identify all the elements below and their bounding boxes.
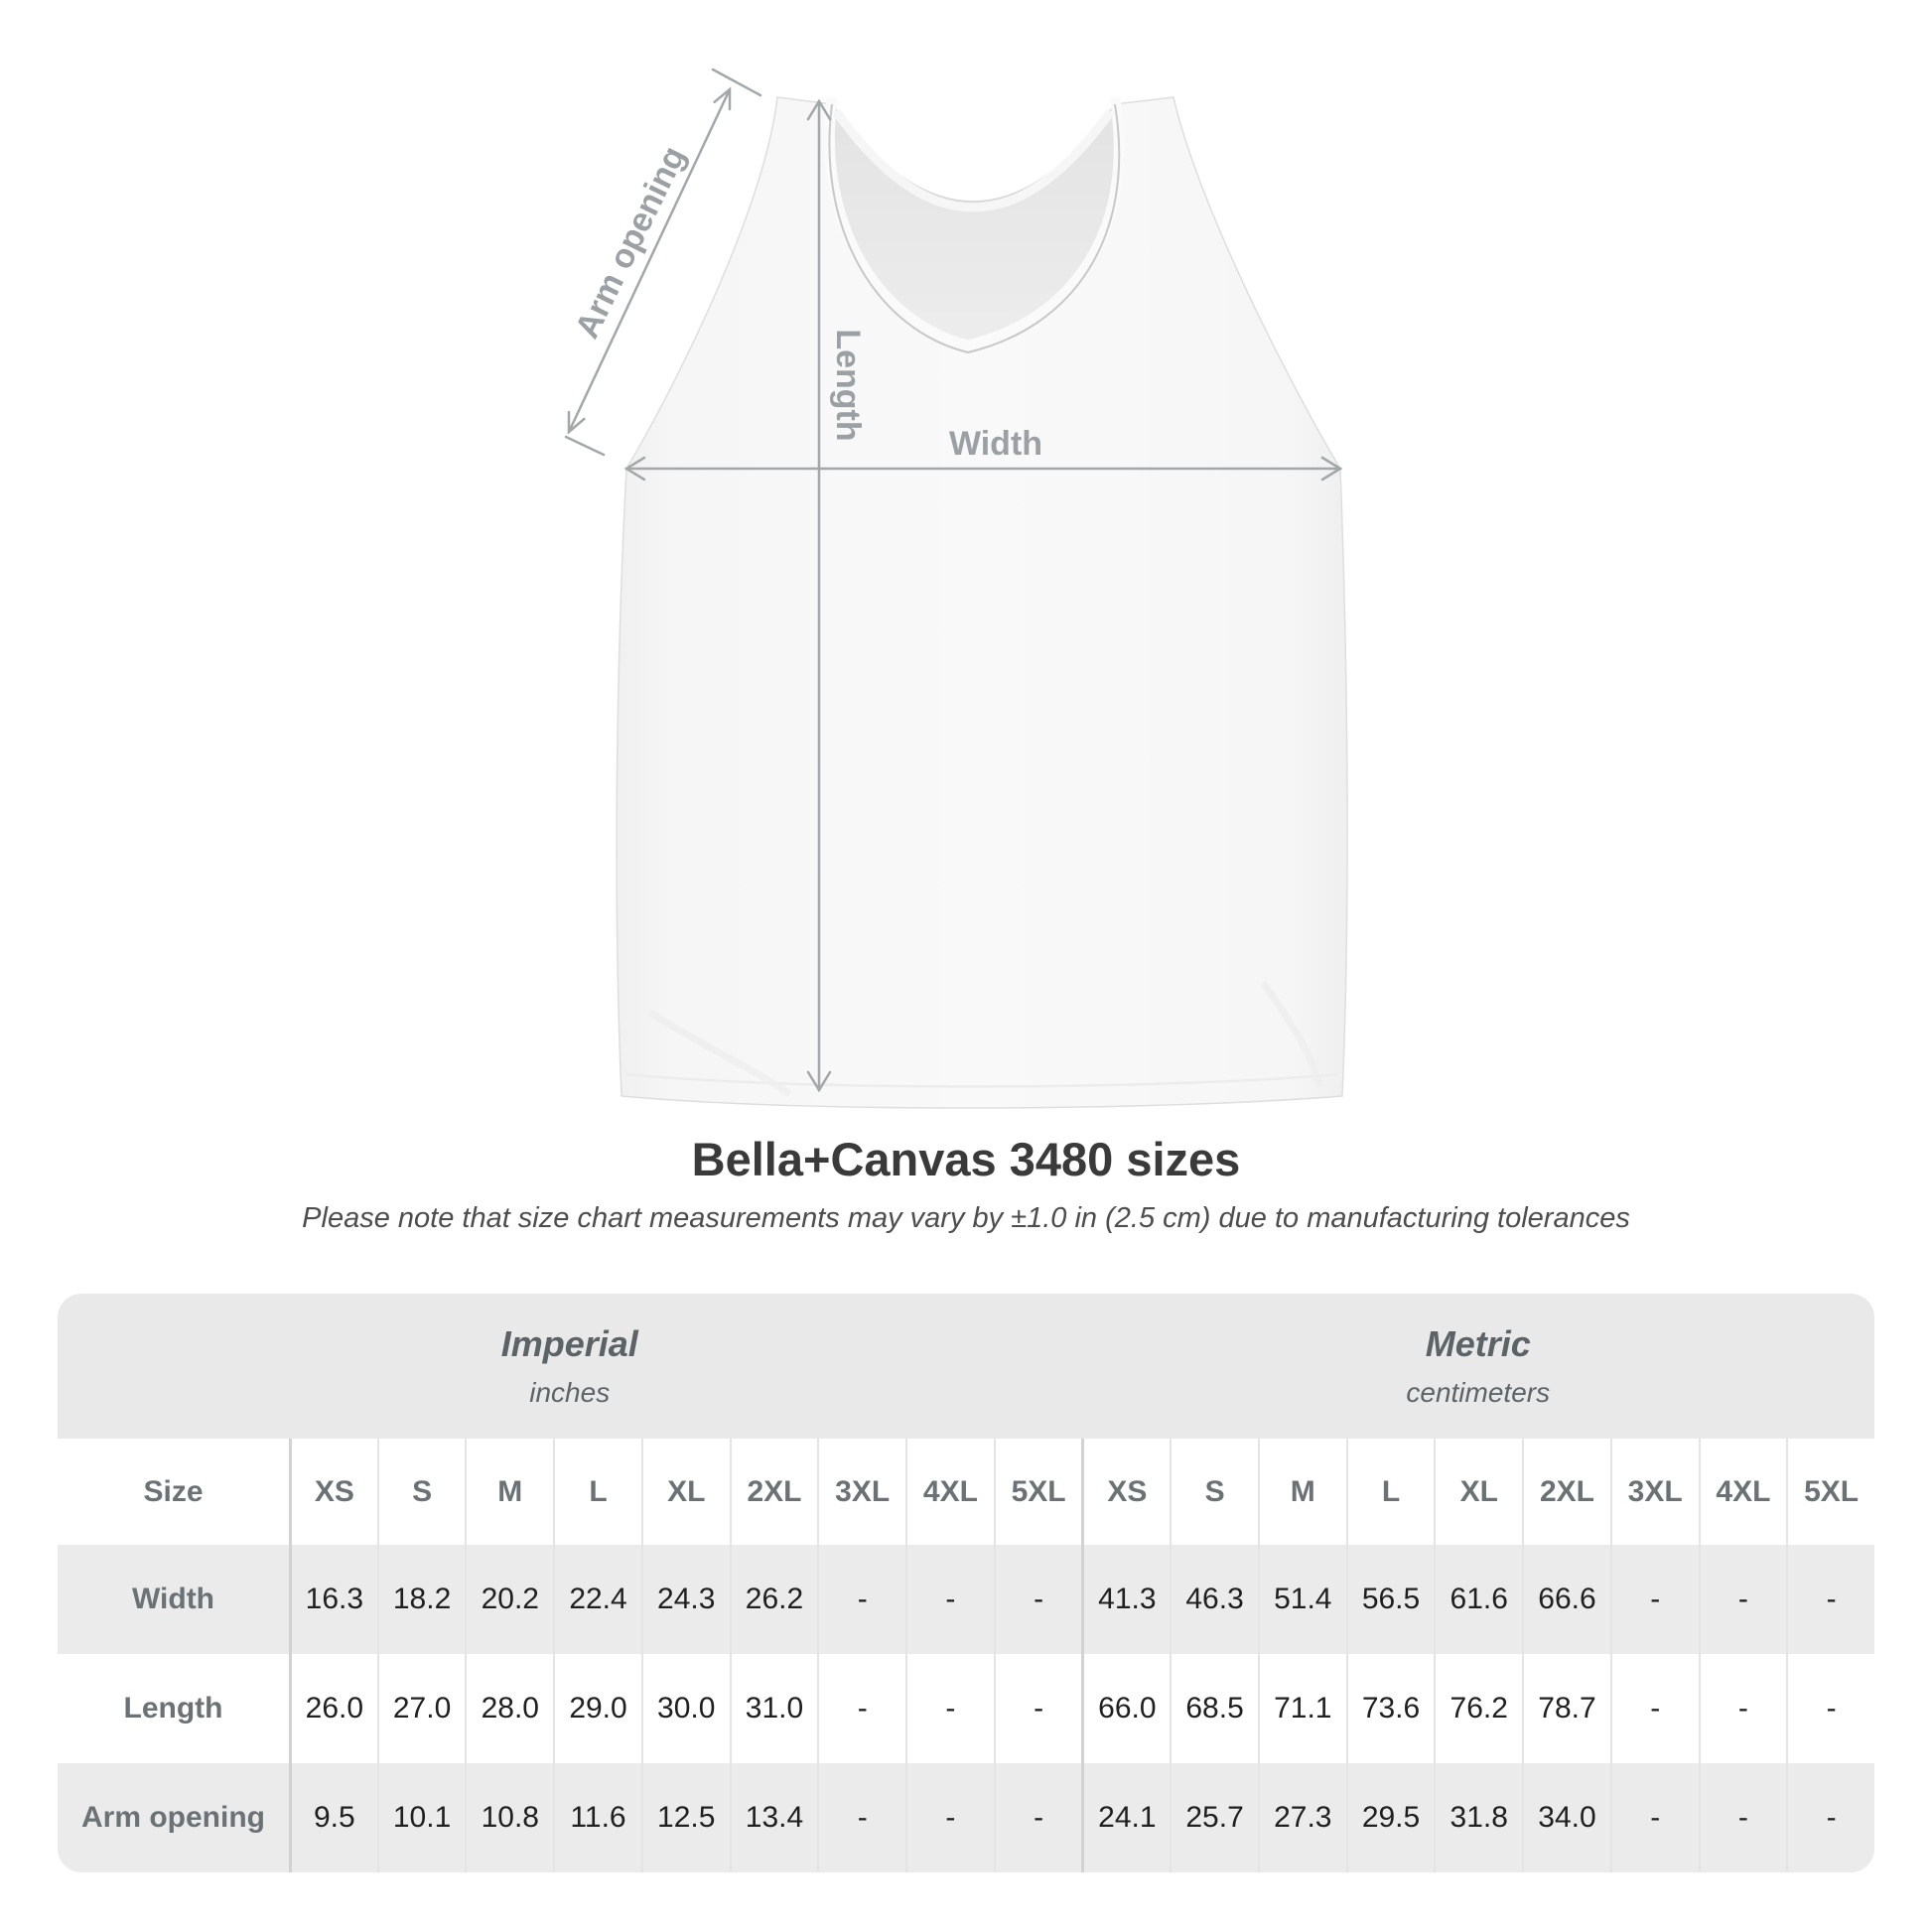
size-value-cell: -	[905, 1545, 994, 1654]
size-value-cell: -	[817, 1545, 905, 1654]
size-value-cell: -	[1610, 1654, 1699, 1763]
page-title: Bella+Canvas 3480 sizes	[691, 1133, 1241, 1185]
size-value-cell: -	[817, 1763, 905, 1872]
size-column-header: L	[553, 1439, 641, 1545]
size-value-cell: -	[1699, 1654, 1787, 1763]
size-value-cell: 26.2	[730, 1545, 818, 1654]
arm-opening-label: Arm opening	[568, 140, 694, 345]
size-column-header: 5XL	[994, 1439, 1082, 1545]
size-column-header: 3XL	[1610, 1439, 1699, 1545]
size-column-header: 4XL	[1699, 1439, 1787, 1545]
size-value-cell: -	[1699, 1545, 1787, 1654]
size-column-header: 2XL	[730, 1439, 818, 1545]
size-value-cell: 10.1	[377, 1763, 466, 1872]
size-column-header: 5XL	[1786, 1439, 1874, 1545]
size-value-cell: 71.1	[1258, 1654, 1346, 1763]
size-value-cell: 73.6	[1346, 1654, 1435, 1763]
size-value-cell: -	[1610, 1545, 1699, 1654]
size-value-cell: 34.0	[1522, 1763, 1610, 1872]
size-value-cell: 66.6	[1522, 1545, 1610, 1654]
size-column-header: XL	[641, 1439, 730, 1545]
size-value-cell: 18.2	[377, 1545, 466, 1654]
size-value-cell: 56.5	[1346, 1545, 1435, 1654]
size-value-cell: 24.1	[1081, 1763, 1170, 1872]
size-column-header: M	[465, 1439, 553, 1545]
size-value-cell: 9.5	[289, 1763, 377, 1872]
size-value-cell: 24.3	[641, 1545, 730, 1654]
size-value-cell: 22.4	[553, 1545, 641, 1654]
size-value-cell: 11.6	[553, 1763, 641, 1872]
size-column-header: S	[377, 1439, 466, 1545]
size-value-cell: -	[1786, 1654, 1874, 1763]
size-value-cell: 31.0	[730, 1654, 818, 1763]
size-value-cell: 12.5	[641, 1763, 730, 1872]
size-value-cell: 20.2	[465, 1545, 553, 1654]
length-label: Length	[829, 329, 868, 442]
size-value-cell: -	[817, 1654, 905, 1763]
size-value-cell: 30.0	[641, 1654, 730, 1763]
size-value-cell: -	[994, 1545, 1082, 1654]
size-value-cell: -	[994, 1763, 1082, 1872]
size-value-cell: -	[1610, 1763, 1699, 1872]
size-value-cell: -	[994, 1654, 1082, 1763]
imperial-group-header	[58, 1294, 1081, 1439]
size-value-cell: 46.3	[1170, 1545, 1258, 1654]
size-value-cell: 51.4	[1258, 1545, 1346, 1654]
size-value-cell: -	[1786, 1545, 1874, 1654]
imperial-label: Imperial	[500, 1323, 638, 1364]
size-column-header: L	[1346, 1439, 1435, 1545]
size-value-cell: 29.0	[553, 1654, 641, 1763]
width-label: Width	[948, 425, 1043, 463]
measurement-row-label: Width	[58, 1545, 289, 1654]
size-value-cell: 68.5	[1170, 1654, 1258, 1763]
size-column-header: M	[1258, 1439, 1346, 1545]
size-value-cell: 13.4	[730, 1763, 818, 1872]
size-value-cell: 61.6	[1434, 1545, 1522, 1654]
size-value-cell: 66.0	[1081, 1654, 1170, 1763]
size-value-cell: 10.8	[465, 1763, 553, 1872]
size-column-header: 3XL	[817, 1439, 905, 1545]
size-column-header: XS	[289, 1439, 377, 1545]
measurement-row-label: Length	[123, 1692, 223, 1725]
measurement-row-label: Arm opening	[58, 1763, 289, 1872]
size-corner-label: Size	[143, 1474, 204, 1508]
size-column-header: 2XL	[1522, 1439, 1610, 1545]
metric-label: Metric	[1425, 1323, 1531, 1364]
size-value-cell: 76.2	[1434, 1654, 1522, 1763]
tank-top-svg	[556, 60, 1370, 1122]
size-value-cell: 28.0	[465, 1654, 553, 1763]
size-value-cell: 31.8	[1434, 1763, 1522, 1872]
size-value-cell: 27.0	[377, 1654, 466, 1763]
size-value-cell: 78.7	[1522, 1654, 1610, 1763]
size-value-cell: -	[1699, 1763, 1787, 1872]
size-column-header: S	[1170, 1439, 1258, 1545]
size-value-cell: 27.3	[1258, 1763, 1346, 1872]
size-value-cell: -	[905, 1654, 994, 1763]
size-value-cell: 26.0	[289, 1654, 377, 1763]
tolerance-note: Please note that size chart measurements may vary by ±1.0 in (2.5 cm) due to manufacturing tolerances	[302, 1202, 1630, 1234]
tank-top-illustration	[556, 60, 1370, 1122]
size-value-cell: 16.3	[289, 1545, 377, 1654]
metric-group-header	[1081, 1294, 1874, 1439]
size-table	[58, 1294, 1874, 1872]
size-value-cell: 29.5	[1346, 1763, 1435, 1872]
size-value-cell: 41.3	[1081, 1545, 1170, 1654]
size-column-header: XL	[1434, 1439, 1522, 1545]
metric-unit-label: centimeters	[1406, 1377, 1551, 1408]
size-column-header: XS	[1081, 1439, 1170, 1545]
imperial-unit-label: inches	[529, 1377, 611, 1408]
size-value-cell: 25.7	[1170, 1763, 1258, 1872]
size-value-cell: -	[905, 1763, 994, 1872]
size-column-header: 4XL	[905, 1439, 994, 1545]
size-value-cell: -	[1786, 1763, 1874, 1872]
